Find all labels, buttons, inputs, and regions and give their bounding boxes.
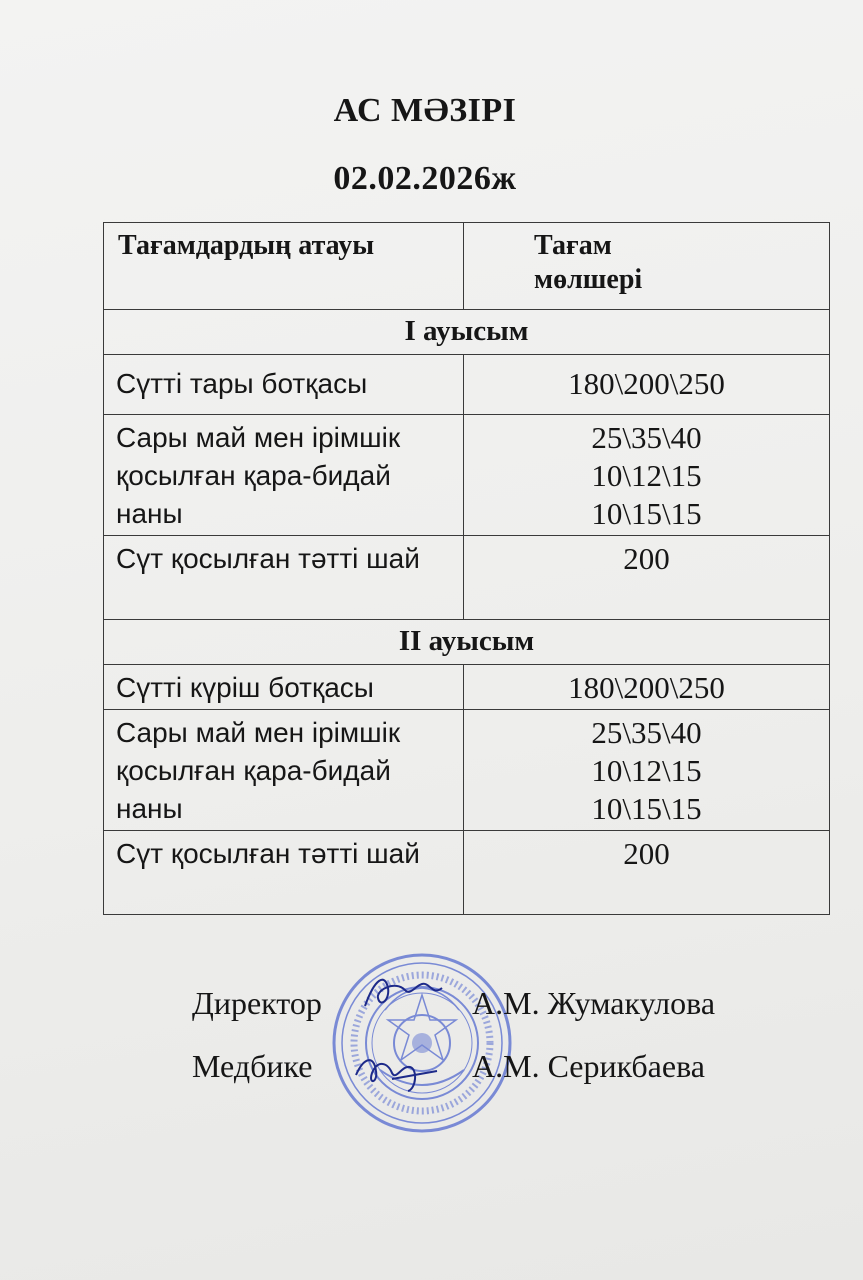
table-row <box>104 665 830 710</box>
dish-quantity <box>464 831 830 915</box>
table-row <box>104 536 830 620</box>
menu-table <box>103 222 830 915</box>
dish-name: Сүтті күріш ботқасы <box>104 665 464 710</box>
dish-quantity <box>464 710 830 831</box>
shift-label: II ауысым <box>104 620 830 665</box>
shift-label: I ауысым <box>104 310 830 355</box>
column-header-quantity-line1: Тағам <box>534 230 612 261</box>
dish-name: Сүт қосылған тәтті шай <box>104 831 464 915</box>
dish-quantity <box>464 415 830 536</box>
nurse-role: Медбике <box>192 1048 313 1084</box>
dish-quantity <box>464 536 830 620</box>
dish-name: Сүтті тары ботқасы <box>104 355 464 415</box>
quantity-value: 10\12\15 <box>591 458 702 493</box>
column-header-name: Тағамдардың атауы <box>104 223 464 310</box>
dish-name: Сары май мен ірімшік қосылған қара-бидай наны <box>104 710 464 831</box>
quantity-value: 180\200\250 <box>568 366 725 401</box>
director-name: А.М. Жумакулова <box>472 985 716 1021</box>
quantity-value: 10\12\15 <box>591 753 702 788</box>
quantity-value: 180\200\250 <box>568 670 725 705</box>
document-date: 02.02.2026ж <box>333 160 517 197</box>
shift-row <box>104 620 830 665</box>
quantity-value: 25\35\40 <box>591 420 702 455</box>
quantity-value: 10\15\15 <box>591 496 702 531</box>
director-role: Директор <box>192 985 322 1021</box>
table-header-row <box>104 223 830 310</box>
table-row <box>104 710 830 831</box>
shift-row <box>104 310 830 355</box>
table-row <box>104 415 830 536</box>
quantity-value: 10\15\15 <box>591 791 702 826</box>
dish-name: Сүт қосылған тәтті шай <box>104 536 464 620</box>
nurse-signature-line <box>192 1048 705 1085</box>
column-header-quantity <box>464 223 830 310</box>
table-row <box>104 355 830 415</box>
director-signature-line <box>192 985 715 1022</box>
document-title: АС МӘЗІРІ <box>333 92 517 129</box>
quantity-value: 25\35\40 <box>591 715 702 750</box>
table-row <box>104 831 830 915</box>
column-header-quantity-line2: мөлшері <box>534 264 643 295</box>
dish-name: Сары май мен ірімшік қосылған қара-бидай наны <box>104 415 464 536</box>
quantity-value: 200 <box>623 541 670 576</box>
dish-quantity <box>464 355 830 415</box>
quantity-value: 200 <box>623 836 670 871</box>
nurse-name: А.М. Серикбаева <box>472 1048 705 1084</box>
dish-quantity <box>464 665 830 710</box>
